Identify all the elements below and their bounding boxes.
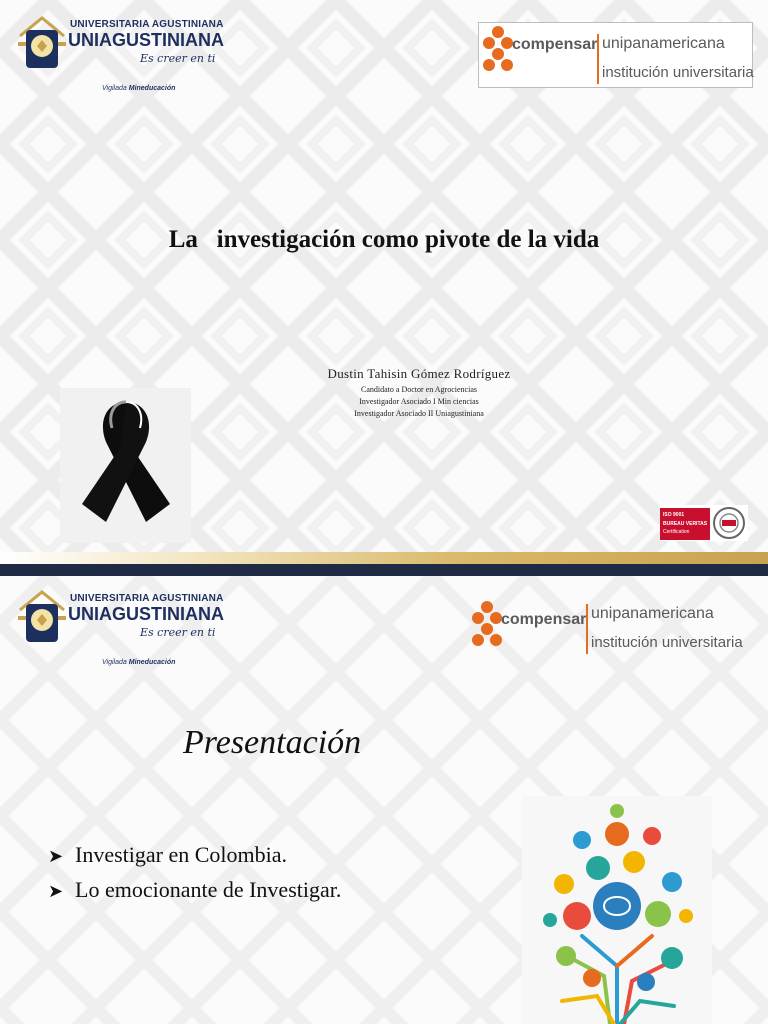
presentation-title: Presentación [183,724,362,761]
vigilada-label: Vigilada [102,659,127,666]
iso-seal-icon [712,506,746,540]
iso-red-block [660,508,710,540]
university-shield-icon [16,16,68,72]
compensar-line2: institución universitaria [591,634,743,651]
compensar-logo [478,22,753,88]
compensar-logo [468,598,748,664]
author-name: Dustin Tahisin Gómez Rodríguez [327,366,511,381]
uniagustiniana-logo [16,16,224,98]
slide-presentation [0,576,768,1024]
uni-top-line: UNIVERSITARIA AGUSTINIANA [70,593,224,604]
compensar-brand: compensar [512,36,598,53]
slide-main-title: La investigación como pivote de la vida [168,226,600,253]
uniagustiniana-logo [16,590,224,672]
university-shield-icon [16,590,68,646]
bullet-list [48,842,341,912]
compensar-dots-icon [482,25,514,71]
compensar-divider [586,604,588,654]
compensar-brand: compensar [501,611,587,628]
compensar-divider [597,34,599,84]
author-role: Investigador Asociado I Min ciencias [359,397,479,406]
bullet-text: Investigar en Colombia. [75,842,288,867]
compensar-line1: unipanamericana [602,35,725,52]
bullet-arrow-icon: ➤ [48,881,64,901]
uni-slogan: Es creer en ti [140,626,216,639]
author-role: Candidato a Doctor en Agrociencias [361,385,477,394]
uni-name: UNIAGUSTINIANA [68,30,224,50]
mourning-ribbon-icon [60,388,191,543]
iso-certification-badge [660,505,748,541]
list-item [48,877,341,912]
mineducacion-label: Mineducación [128,85,176,92]
divider-navy-band [0,564,768,576]
compensar-line2: institución universitaria [602,64,754,81]
uni-slogan: Es creer en ti [140,52,216,65]
uni-top-line: UNIVERSITARIA AGUSTINIANA [70,19,224,30]
iso-line2: BUREAU VERITAS [663,521,708,527]
uni-vigilada [102,85,175,92]
compensar-line1: unipanamericana [591,605,714,622]
iso-line1: ISO 9001 [663,512,685,518]
divider-gold-band [0,552,768,564]
mourning-ribbon-image [60,388,191,543]
list-item [48,842,341,877]
mineducacion-label: Mineducación [128,659,176,666]
research-tree-icon [522,796,712,1024]
uni-vigilada [102,659,175,666]
bullet-arrow-icon: ➤ [48,846,64,866]
slide-divider [0,552,768,576]
iso-line3: Certification [663,529,690,535]
author-roles [256,384,582,420]
uni-name: UNIAGUSTINIANA [68,604,224,624]
compensar-dots-icon [471,600,503,646]
author-role: Investigador Asociado II Uniagustiniana [354,409,484,418]
vigilada-label: Vigilada [102,85,127,92]
bullet-text: Lo emocionante de Investigar. [75,877,342,902]
